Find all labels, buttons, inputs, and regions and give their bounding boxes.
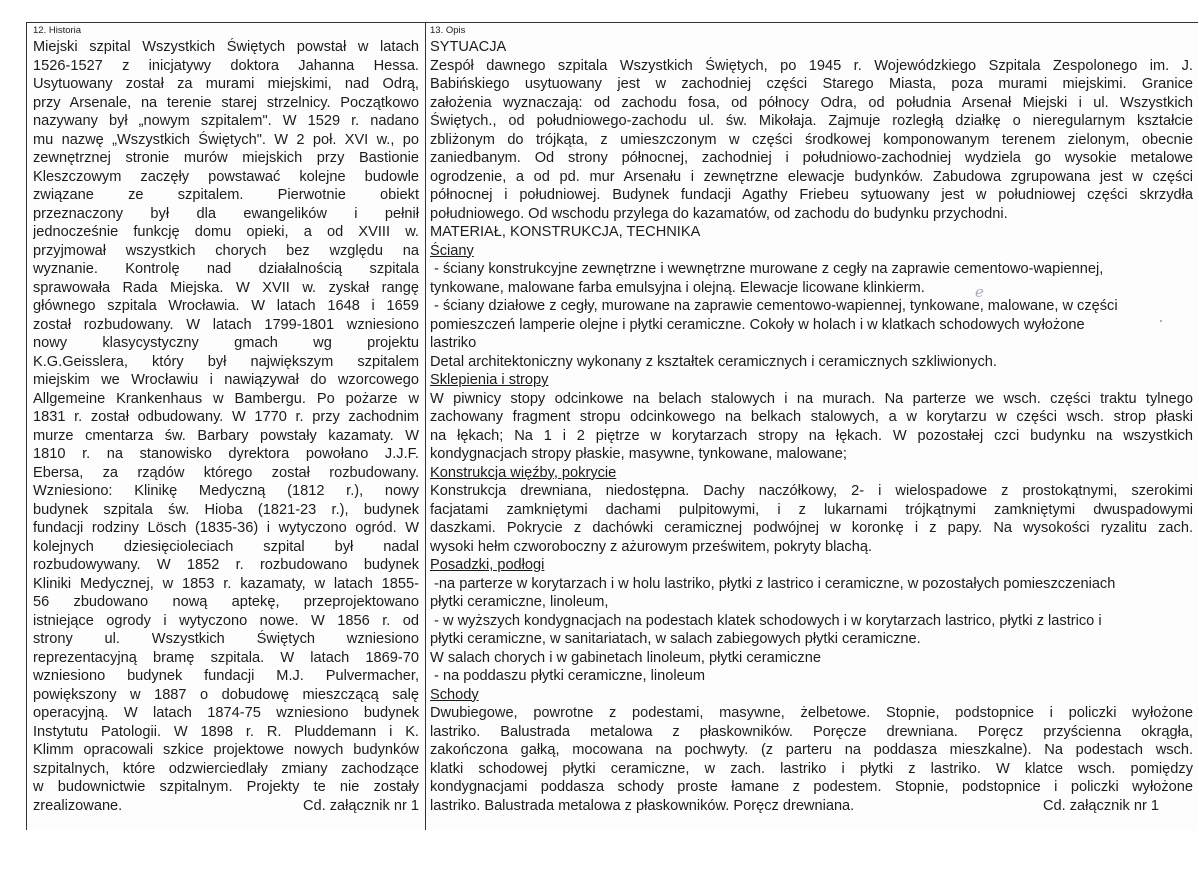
description-line <box>430 741 1193 760</box>
section-heading <box>430 242 1193 261</box>
history-line: wzniesiono budynek fundacji M.J. Pulvermacher, <box>33 668 419 684</box>
history-line: Wzniesiono: Klinikę Medyczną (1812 r.), nowy <box>33 483 419 499</box>
description-line-text: Babińskiego usytuowany jest w zachodniej części Starego Miasta, poza murami miejskimi. Granice <box>430 76 1193 92</box>
history-header: 12. Historia <box>33 25 82 36</box>
description-line-text: założenia wyznaczają: od zachodu fosa, od północy Odra, od południa Arsenał Miejski i ul. Wszystkich <box>430 94 1193 111</box>
description-last-line <box>430 797 1193 816</box>
history-line: Usytuowany został za murami miejskimi, nad Odrą, <box>33 76 419 92</box>
description-line-text: Sklepienia i stropy <box>430 372 549 388</box>
description-line-text: Ściany <box>430 242 474 259</box>
description-line-text: kondygnacjach stropy płaskie, masywne, tynkowane, malowane; <box>430 446 847 462</box>
description-line-text: Schody <box>430 686 479 703</box>
history-line: K.G.Geisslera, który był największym szpitalem <box>33 353 419 370</box>
description-line <box>430 519 1193 538</box>
history-line: strony ul. Wszystkich Świętych wzniesiono <box>33 631 419 647</box>
description-line-text: klatki schodowej płytki ceramiczne, w zach. lastriko i płytki z lastriko. W klatce wsch. pomiędzy <box>430 760 1193 777</box>
history-text <box>33 38 419 797</box>
history-line: operacyjną. W latach 1874-75 wzniesiono budynek <box>33 705 419 721</box>
description-line-text: - na poddaszu płytki ceramiczne, linoleum <box>430 668 705 684</box>
description-line <box>430 112 1193 131</box>
description-line-text: W salach chorych i w gabinetach linoleum, płytki ceramiczne <box>430 649 821 666</box>
history-line: zewnętrznej stronie murów miejskich przy Bastionie <box>33 150 419 166</box>
history-line: 1526-1527 z inicjatywy doktora Jahanna Hessa. <box>33 57 419 74</box>
description-line-text: facjatami zamkniętymi dachami pulpitowymi, i z lukarnami trójkątnymi zamkniętymi dwuspadowymi <box>430 501 1193 518</box>
history-line: rozbudowywany. W 1852 r. rozbudowano budynek <box>33 557 419 573</box>
description-line-text: lastriko. Balustrada metalowa z płaskowników. Poręcze drewniana. Poręcz przyścienna okrągła, <box>430 723 1193 740</box>
description-line <box>430 38 1193 57</box>
history-line: został rozbudowany. W latach 1799-1801 wzniesiono <box>33 316 419 333</box>
description-line-text: wysoki hełm czworoboczny z ażurowym prześwitem, pokryty blachą. <box>430 538 873 555</box>
description-line-text: Posadzki, podłogi <box>430 557 545 573</box>
history-line: szpitalnych, które odzwierciedlały zmiany zachodzące <box>33 760 419 777</box>
history-line: Kliniki Medycznej, w 1853 r. kazamaty, w latach 1855- <box>33 575 419 592</box>
history-line: istniejące ogrody i wytyczono nowe. W 1856 r. od <box>33 612 419 629</box>
description-line-text: ogrodzenie, a od pd. mur Arsenału i zewnętrzne elewacje budynków. Zabudowa zgrupowana jest w części <box>430 168 1193 185</box>
history-line: nazywany był „nowym szpitalem". W 1529 r. nadano <box>33 113 419 129</box>
history-line: murze cmentarza św. Barbary powstały kazamaty. W <box>33 427 419 444</box>
history-line: Miejski szpital Wszystkich Świętych powstał w latach <box>33 39 419 55</box>
history-line: sprawowała Rada Miejska. W XVII w. zyskał rangę <box>33 279 419 296</box>
description-line <box>430 575 1193 594</box>
description-line <box>430 205 1193 224</box>
description-line-text: kondygnacjami poddasza schody proste łamane z podestem. Stopnie, podstopnice i policzki wyłożone <box>430 779 1193 795</box>
history-last-words: zrealizowane. <box>33 797 123 814</box>
description-line <box>430 94 1193 113</box>
description-line <box>430 538 1193 557</box>
description-line <box>430 297 1193 316</box>
history-line: 56 zbudowano nową aptekę, przeprojektowano <box>33 594 419 610</box>
description-line <box>430 353 1193 372</box>
description-line <box>430 649 1193 668</box>
history-line: Kleszczowym zaczęły powstawać kolejne budowle <box>33 168 419 185</box>
description-line <box>430 260 1193 279</box>
history-line: powiększony w 1887 o dobudowę mieszczącą salę <box>33 686 419 703</box>
description-line <box>430 390 1193 409</box>
history-column <box>27 23 426 830</box>
description-line-text: - ściany konstrukcyjne zewnętrzne i wewnętrzne murowane z cegły na zaprawie cementowo-wapiennej, <box>430 261 1104 277</box>
description-line <box>430 279 1193 298</box>
section-heading <box>430 464 1193 483</box>
history-line: budynek szpitala św. Hioba (1821-23 r.), budynek <box>33 501 419 518</box>
description-line <box>430 408 1193 427</box>
history-line: Ebersa, za rządów którego został rozbudowany. <box>33 464 419 481</box>
description-line-text: pomieszczeń lamperie olejne i płytki ceramiczne. Cokoły w holach i w klatkach schodowych wyłożone <box>430 316 1085 333</box>
description-line-text: W piwnicy stopy odcinkowe na belach stalowych i na murach. Na parterze we wsch. części traktu tylnego <box>430 390 1193 407</box>
history-line: Allgemeine Krankenhaus w Bambergu. Po pożarze w <box>33 390 419 407</box>
description-line <box>430 168 1193 187</box>
description-line-text: Konstrukcja drewniana, niedostępna. Dachy naczółkowy, 2- i wielospadowe z prostokątnymi, szerokimi <box>430 483 1193 499</box>
description-line-text: lastriko <box>430 335 477 351</box>
history-line: przeznaczony był dla ewangelików i pełnił <box>33 205 419 222</box>
description-line-text: Dwubiegowe, powrotne z podestami, masywne, żelbetowe. Stopnie, podstopnice i policzki wyłożone <box>430 705 1193 721</box>
description-line-text: Detal architektoniczny wykonany z kształtek ceramicznych i ceramicznych szkliwionych. <box>430 353 997 370</box>
description-line-text: Świętych., od południowego-zachodu ul. św. Mikołaja. Zajmuje rozległą działkę o nieregularnym kształcie <box>430 113 1193 129</box>
description-line-text: MATERIAŁ, KONSTRUKCJA, TECHNIKA <box>430 224 701 240</box>
description-line <box>430 186 1193 205</box>
description-line-text: południowego. Od wschodu przylega do kazamatów, od zachodu do budynku przychodni. <box>430 205 1008 222</box>
description-line-text: płytki ceramiczne, w sanitariatach, w salach zabiegowych płytki ceramiczne. <box>430 631 921 647</box>
description-line <box>430 57 1193 76</box>
description-line-text: tynkowane, malowane farba emulsyjna i olejną. Elewacje licowane klinkierm. <box>430 279 925 296</box>
description-line <box>430 593 1193 612</box>
history-last-line <box>33 797 419 816</box>
history-line: fundacji rodziny Lösch (1835-36) i wytyczono ogród. W <box>33 520 419 536</box>
description-line <box>430 482 1193 501</box>
description-column <box>426 23 1199 830</box>
description-line <box>430 131 1193 150</box>
history-line: mu nazwę „Wszystkich Świętych". W 2 poł. XVI w., po <box>33 131 419 148</box>
description-line-text: Zespół dawnego szpitala Wszystkich Świętych, po 1945 r. Wojewódzkiego Szpitala Zespolonego im. J. <box>430 57 1193 74</box>
handwritten-mark: e <box>975 283 984 301</box>
description-line <box>430 501 1193 520</box>
description-attachment-ref: Cd. załącznik nr 1 <box>1043 797 1159 814</box>
description-line-text: -na parterze w korytarzach i w holu lastriko, płytki z lastrico i ceramiczne, w pozostałych pomieszczeniach <box>430 575 1116 592</box>
description-line <box>430 75 1193 94</box>
description-line-text: Konstrukcja więźby, pokrycie <box>430 464 617 481</box>
description-header: 13. Opis <box>430 25 466 36</box>
description-line <box>430 149 1193 168</box>
history-line: przy Arsenale, na terenie starej strzelnicy. Początkowo <box>33 94 419 111</box>
history-line: nowy klasycystyczny gmach wg projektu <box>33 335 419 351</box>
description-line <box>430 612 1193 631</box>
section-heading <box>430 556 1193 575</box>
history-line: kolejnych dziesięcioleciach szpital był nadal <box>33 538 419 555</box>
document-sheet <box>26 22 1198 830</box>
description-line <box>430 223 1193 242</box>
history-attachment-ref: Cd. załącznik nr 1 <box>303 797 419 814</box>
description-line <box>430 630 1193 649</box>
description-line <box>430 427 1193 446</box>
description-line <box>430 760 1193 779</box>
description-line <box>430 778 1193 797</box>
history-line: 1831 r. został odbudowany. W 1770 r. przy zachodnim <box>33 409 419 425</box>
description-line <box>430 445 1193 464</box>
description-line-text: płytki ceramiczne, linoleum, <box>430 594 609 610</box>
description-line-text: zachowany fragment stropu odcinkowego na belkach stalowych, a w korytarzu w części wsch. strop płaski <box>430 409 1193 425</box>
description-line-text: - ściany działowe z cegły, murowane na zaprawie cementowo-wapiennej, tynkowane, malowane, w części <box>430 298 1118 314</box>
description-line <box>430 723 1193 742</box>
description-line <box>430 316 1193 335</box>
description-line-text: SYTUACJA <box>430 39 507 55</box>
description-line-text: północnej i południowej. Budynek fundacji Agathy Friebeu sytuowany jest w południowej części skrzydła <box>430 187 1193 203</box>
description-text <box>430 38 1193 797</box>
history-line: przyjmował wszystkich chorych bez względu na <box>33 242 419 259</box>
description-line-text: - w wyższych kondygnacjach na podestach klatek schodowych i w korytarzach lastrico, płytki z lastrico i <box>430 612 1102 629</box>
history-line: głównego szpitala Wrocławia. W latach 1648 i 1659 <box>33 298 419 314</box>
history-line: Instytutu Patologii. W 1898 r. R. Pluddemann i K. <box>33 723 419 740</box>
history-line: 1810 r. na stanowisko dyrektora powołano J.J.F. <box>33 446 419 462</box>
history-line: jednocześnie funkcję domu opieki, a od XVIII w. <box>33 224 419 240</box>
description-line-text: zaniedbanym. Od strony północnej, zachodniej i południowo-zachodniej wydziela go wysokie metalowe <box>430 150 1193 166</box>
history-line: związane ze szpitalem. Pierwotnie obiekt <box>33 187 419 203</box>
history-line: miejskim we Wrocławiu i nawiązywał do wzorcowego <box>33 372 419 388</box>
description-line <box>430 704 1193 723</box>
scan-speck <box>1160 320 1162 322</box>
description-line-text: zbliżonym do trójkąta, z umieszczonym w części środkowej komponowanym terenem zielonym, obecnie <box>430 131 1193 148</box>
description-line-text: daszkami. Pokrycie z dachówki ceramicznej podwójnej w koronkę i z papy. Na wysokości ryzalitu zach. <box>430 520 1193 536</box>
section-heading <box>430 371 1193 390</box>
description-line-text: zakończona gałką, mocowana na pochwyty. (z parteru na poddasza mieszkalne). Na podestach wsch. <box>430 742 1193 758</box>
description-line <box>430 667 1193 686</box>
description-line <box>430 334 1193 353</box>
section-heading <box>430 686 1193 705</box>
history-line: reprezentacyjną bramę szpitala. W latach 1869-70 <box>33 649 419 666</box>
history-line: w budownictwie szpitalnym. Projekty te nie zostały <box>33 779 419 795</box>
history-line: wyznanie. Kontrolę nad działalnością szpitala <box>33 261 419 277</box>
description-line-text: na łękach; Na 1 i 2 piętrze w korytarzach stropy na łękach. W pozostałej czci budynku na wszystkich <box>430 427 1193 444</box>
description-last-words: lastriko. Balustrada metalowa z płaskowników. Poręcz drewniana. <box>430 797 855 814</box>
history-line: Klimm opracowali szkice projektowe nowych budynków <box>33 742 419 758</box>
